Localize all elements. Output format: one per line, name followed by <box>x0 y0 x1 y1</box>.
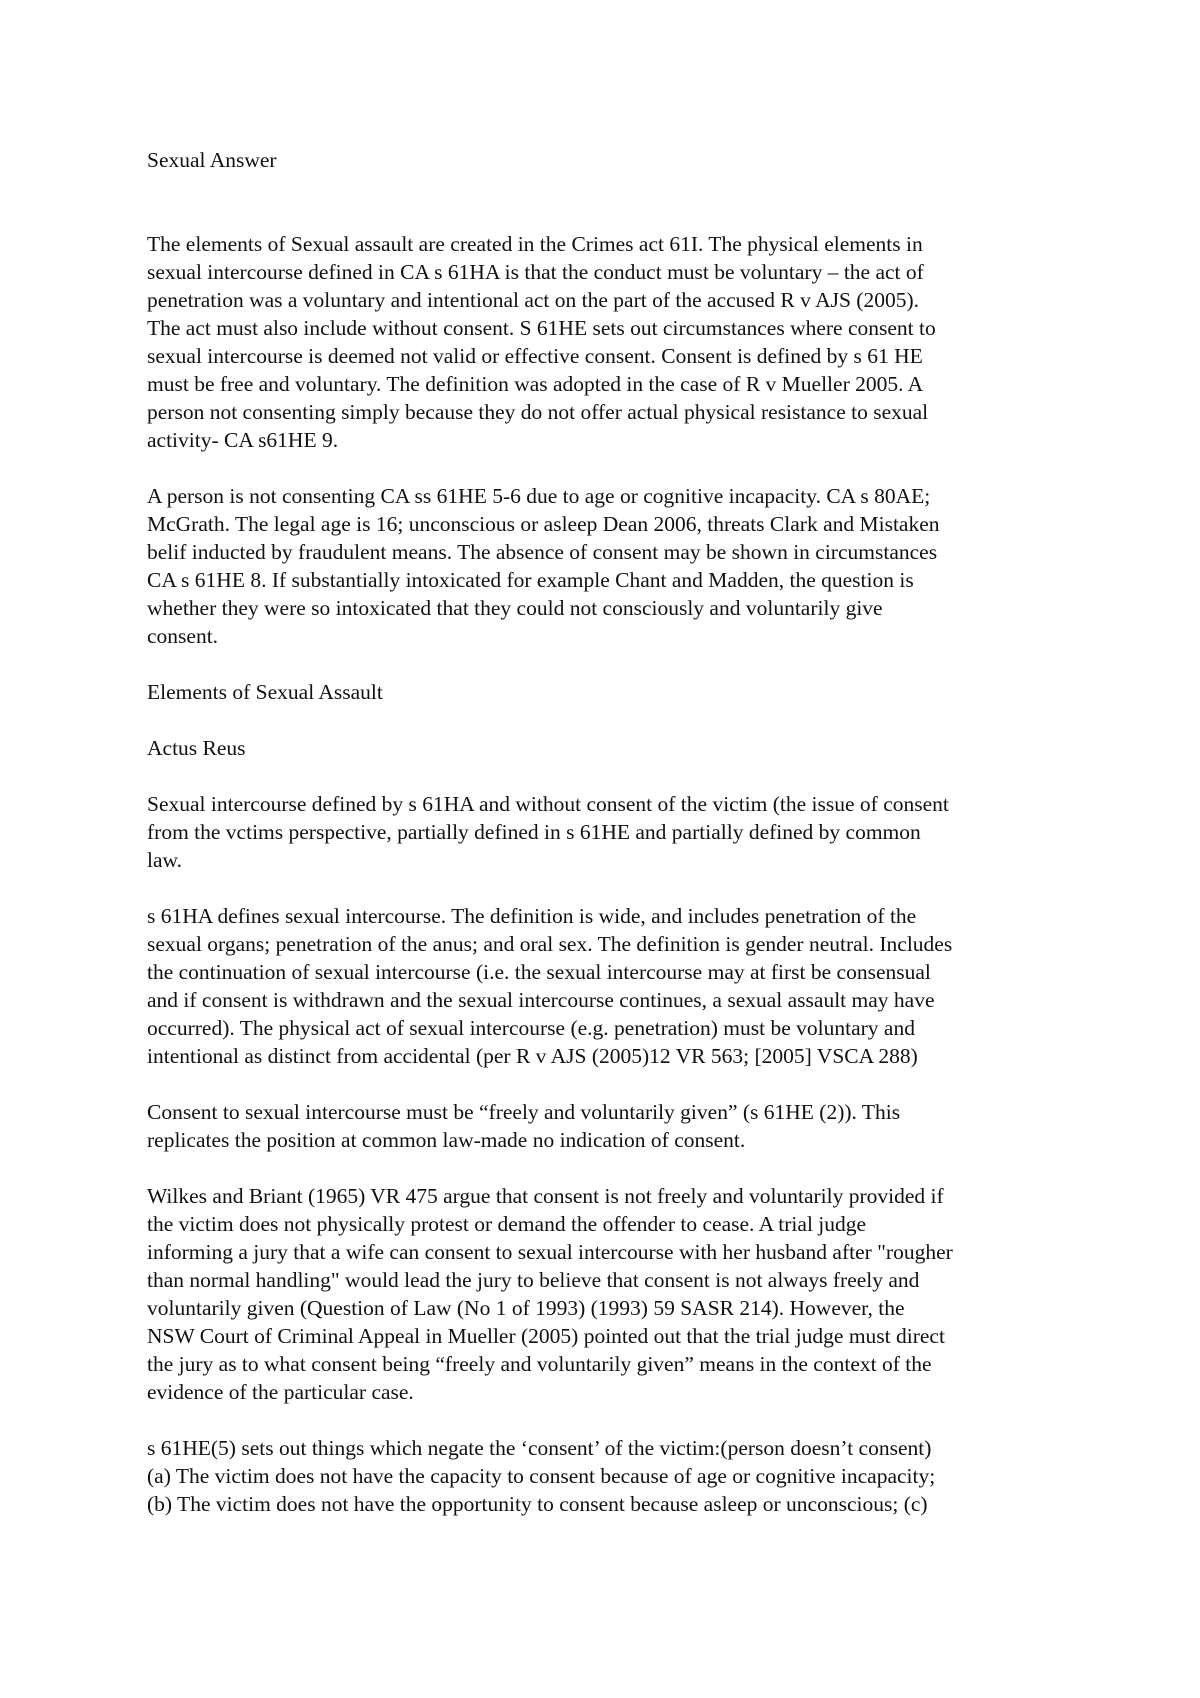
paragraph <box>147 230 1067 454</box>
text-line: and if consent is withdrawn and the sexual intercourse continues, a sexual assault may have <box>147 988 935 1012</box>
text-line: belif inducted by fraudulent means. The absence of consent may be shown in circumstances <box>147 540 938 564</box>
paragraph <box>147 678 1067 706</box>
paragraph <box>147 482 1067 650</box>
text-line: The elements of Sexual assault are created in the Crimes act 61I. The physical elements in <box>147 232 923 256</box>
text-line: evidence of the particular case. <box>147 1380 414 1404</box>
text-line: (b) The victim does not have the opportunity to consent because asleep or unconscious; (c) <box>147 1492 928 1516</box>
text-line: law. <box>147 848 183 872</box>
text-line: Sexual intercourse defined by s 61HA and without consent of the victim (the issue of consent <box>147 792 949 816</box>
text-line: the jury as to what consent being “freely and voluntarily given” means in the context of the <box>147 1352 932 1376</box>
paragraph <box>147 1098 1067 1154</box>
text-line: person not consenting simply because they do not offer actual physical resistance to sexual <box>147 400 929 424</box>
text-line: CA s 61HE 8. If substantially intoxicated for example Chant and Madden, the question is <box>147 568 914 592</box>
document-body <box>147 146 1067 1546</box>
paragraph <box>147 1434 1067 1518</box>
text-line: NSW Court of Criminal Appeal in Mueller (2005) pointed out that the trial judge must direct <box>147 1324 945 1348</box>
paragraph <box>147 902 1067 1070</box>
text-line: penetration was a voluntary and intentional act on the part of the accused R v AJS (2005). <box>147 288 919 312</box>
text-line: informing a jury that a wife can consent to sexual intercourse with her husband after "rougher <box>147 1240 953 1264</box>
text-line: the continuation of sexual intercourse (i.e. the sexual intercourse may at first be consensual <box>147 960 931 984</box>
text-line: the victim does not physically protest or demand the offender to cease. A trial judge <box>147 1212 867 1236</box>
document-title <box>147 146 1067 174</box>
text-line: A person is not consenting CA ss 61HE 5-6 due to age or cognitive incapacity. CA s 80AE; <box>147 484 931 508</box>
text-line: Actus Reus <box>147 736 246 760</box>
text-line: must be free and voluntary. The definition was adopted in the case of R v Mueller 2005. A <box>147 372 924 396</box>
text-line: The act must also include without consent. S 61HE sets out circumstances where consent to <box>147 316 936 340</box>
text-line: replicates the position at common law-made no indication of consent. <box>147 1128 746 1152</box>
text-line: sexual intercourse is deemed not valid or effective consent. Consent is defined by s 61 HE <box>147 344 923 368</box>
text-line: Elements of Sexual Assault <box>147 680 383 704</box>
text-line: s 61HA defines sexual intercourse. The definition is wide, and includes penetration of the <box>147 904 917 928</box>
paragraph <box>147 734 1067 762</box>
text-line: than normal handling" would lead the jury to believe that consent is not always freely and <box>147 1268 920 1292</box>
text-line: sexual intercourse defined in CA s 61HA is that the conduct must be voluntary – the act of <box>147 260 924 284</box>
text-line: s 61HE(5) sets out things which negate the ‘consent’ of the victim:(person doesn’t consent) <box>147 1436 932 1460</box>
text-line: intentional as distinct from accidental (per R v AJS (2005)12 VR 563; [2005] VSCA 288) <box>147 1044 918 1068</box>
text-line: (a) The victim does not have the capacity to consent because of age or cognitive incapacity; <box>147 1464 936 1488</box>
text-line: from the vctims perspective, partially defined in s 61HE and partially defined by common <box>147 820 921 844</box>
text-line: whether they were so intoxicated that they could not consciously and voluntarily give <box>147 596 883 620</box>
text-line: occurred). The physical act of sexual intercourse (e.g. penetration) must be voluntary and <box>147 1016 915 1040</box>
paragraph <box>147 790 1067 874</box>
text-line: consent. <box>147 624 219 648</box>
paragraph <box>147 1182 1067 1406</box>
paragraph-list <box>147 230 1067 1518</box>
text-line: voluntarily given (Question of Law (No 1 of 1993) (1993) 59 SASR 214). However, the <box>147 1296 905 1320</box>
text-line: Wilkes and Briant (1965) VR 475 argue that consent is not freely and voluntarily provided if <box>147 1184 944 1208</box>
text-line: sexual organs; penetration of the anus; and oral sex. The definition is gender neutral. Includes <box>147 932 953 956</box>
text-line: activity- CA s61HE 9. <box>147 428 339 452</box>
text-line: Consent to sexual intercourse must be “freely and voluntarily given” (s 61HE (2)). This <box>147 1100 901 1124</box>
text-line: McGrath. The legal age is 16; unconscious or asleep Dean 2006, threats Clark and Mistaken <box>147 512 940 536</box>
title-text: Sexual Answer <box>147 148 277 172</box>
